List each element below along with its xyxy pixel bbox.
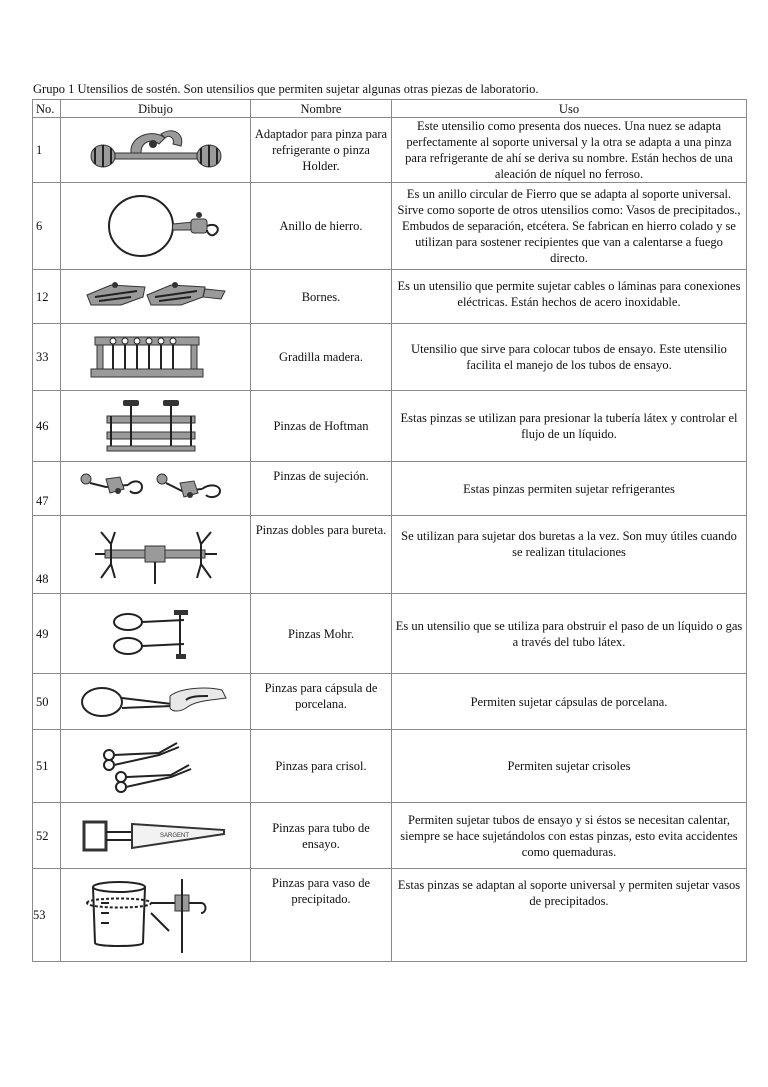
hoffman-clamp-icon (81, 396, 231, 456)
item-name: Pinzas de Hoftman (251, 391, 392, 462)
holding-clamp-icon (76, 469, 236, 509)
item-name: Anillo de hierro. (251, 183, 392, 270)
drawing-cell (61, 674, 251, 730)
row-number: 33 (33, 324, 61, 391)
table-row (33, 391, 747, 462)
holder-label: SARGENT (159, 832, 189, 839)
row-number: 6 (33, 183, 61, 270)
table-row (33, 594, 747, 674)
item-name: Pinzas para tubo de ensayo. (251, 803, 392, 869)
item-use: Es un utensilio que permite sujetar cables o láminas para conexiones eléctricas. Están hechos de acero inoxidable. (392, 270, 747, 324)
table-row (33, 462, 747, 516)
item-use: Estas pinzas permiten sujetar refrigerantes (392, 462, 747, 516)
item-use: Utensilio que sirve para colocar tubos de ensayo. Este utensilio facilita el manejo de los tubos de ensayo. (392, 324, 747, 391)
header-no: No. (33, 100, 61, 118)
double-burette-clamp-icon (81, 522, 231, 588)
item-name: Pinzas de sujeción. (251, 462, 392, 516)
row-number: 52 (33, 803, 61, 869)
test-tube-rack-icon (81, 331, 231, 383)
table-row (33, 118, 747, 183)
item-use: Es un anillo circular de Fierro que se adapta al soporte universal. Sirve como soporte de otros utensilios como: Vasos de precipitados., Embudos de separación, etcétera. Se fabrican en hierro colado y se utilizan para sostener recipientes que van a calentarse a fuego directo. (392, 183, 747, 270)
item-use: Estas pinzas se adaptan al soporte universal y permiten sujetar vasos de precipitados. (392, 869, 747, 962)
row-number: 50 (33, 674, 61, 730)
item-use: Es un utensilio que se utiliza para obstruir el paso de un líquido o gas a través del tubo látex. (392, 594, 747, 674)
header-use: Uso (392, 100, 747, 118)
table-row (33, 324, 747, 391)
row-number: 12 (33, 270, 61, 324)
row-number: 46 (33, 391, 61, 462)
item-name: Pinzas para crisol. (251, 730, 392, 803)
table-row (33, 674, 747, 730)
table-row (33, 803, 747, 869)
crucible-tongs-icon (81, 735, 231, 797)
capsule-tongs-icon (76, 678, 236, 726)
header-name: Nombre (251, 100, 392, 118)
item-name: Pinzas dobles para bureta. (251, 516, 392, 594)
row-number: 48 (33, 516, 61, 594)
table-row (33, 730, 747, 803)
item-name: Gradilla madera. (251, 324, 392, 391)
drawing-cell (61, 183, 251, 270)
item-use: Se utilizan para sujetar dos buretas a la vez. Son muy útiles cuando se realizan titulaciones (392, 516, 747, 594)
header-drawing: Dibujo (61, 100, 251, 118)
table-row (33, 869, 747, 962)
item-name: Adaptador para pinza para refrigerante o pinza Holder. (251, 118, 392, 183)
item-use: Este utensilio como presenta dos nueces. Una nuez se adapta perfectamente al soporte universal y la otra se adapta a una pinza para refrigerante de ahí se deriva su nombre. Están hechos de una aleación de níquel no ferroso. (392, 118, 747, 183)
row-number: 53 (33, 869, 61, 962)
test-tube-holder-icon (76, 810, 236, 862)
terminal-clamps-icon (81, 275, 231, 319)
drawing-cell (61, 803, 251, 869)
table-caption: Grupo 1 Utensilios de sostén. Son utensilios que permiten sujetar algunas otras piezas de laboratorio. (33, 82, 539, 96)
item-name: Pinzas para cápsula de porcelana. (251, 674, 392, 730)
item-use: Permiten sujetar cápsulas de porcelana. (392, 674, 747, 730)
lab-utensils-table (32, 99, 747, 962)
table-row (33, 516, 747, 594)
row-number: 51 (33, 730, 61, 803)
drawing-cell (61, 270, 251, 324)
beaker-tongs-icon (81, 873, 231, 957)
drawing-cell (61, 516, 251, 594)
nut-adapter-icon (81, 122, 231, 178)
drawing-cell (61, 869, 251, 962)
drawing-cell (61, 118, 251, 183)
table-row (33, 183, 747, 270)
drawing-cell (61, 730, 251, 803)
table-header-row (33, 100, 747, 118)
drawing-cell (61, 462, 251, 516)
iron-ring-icon (81, 186, 231, 266)
drawing-cell (61, 324, 251, 391)
item-name: Pinzas Mohr. (251, 594, 392, 674)
row-number: 49 (33, 594, 61, 674)
drawing-cell (61, 391, 251, 462)
item-use: Permiten sujetar tubos de ensayo y si éstos se necesitan calentar, siempre se hace sujetándolos con estas pinzas, esto evita accidentes como quemaduras. (392, 803, 747, 869)
drawing-cell (61, 594, 251, 674)
mohr-clamp-icon (96, 606, 216, 662)
item-use: Permiten sujetar crisoles (392, 730, 747, 803)
item-use: Estas pinzas se utilizan para presionar la tubería látex y controlar el flujo de un líquido. (392, 391, 747, 462)
item-name: Bornes. (251, 270, 392, 324)
table-row (33, 270, 747, 324)
item-name: Pinzas para vaso de precipitado. (251, 869, 392, 962)
row-number: 1 (33, 118, 61, 183)
row-number: 47 (33, 462, 61, 516)
